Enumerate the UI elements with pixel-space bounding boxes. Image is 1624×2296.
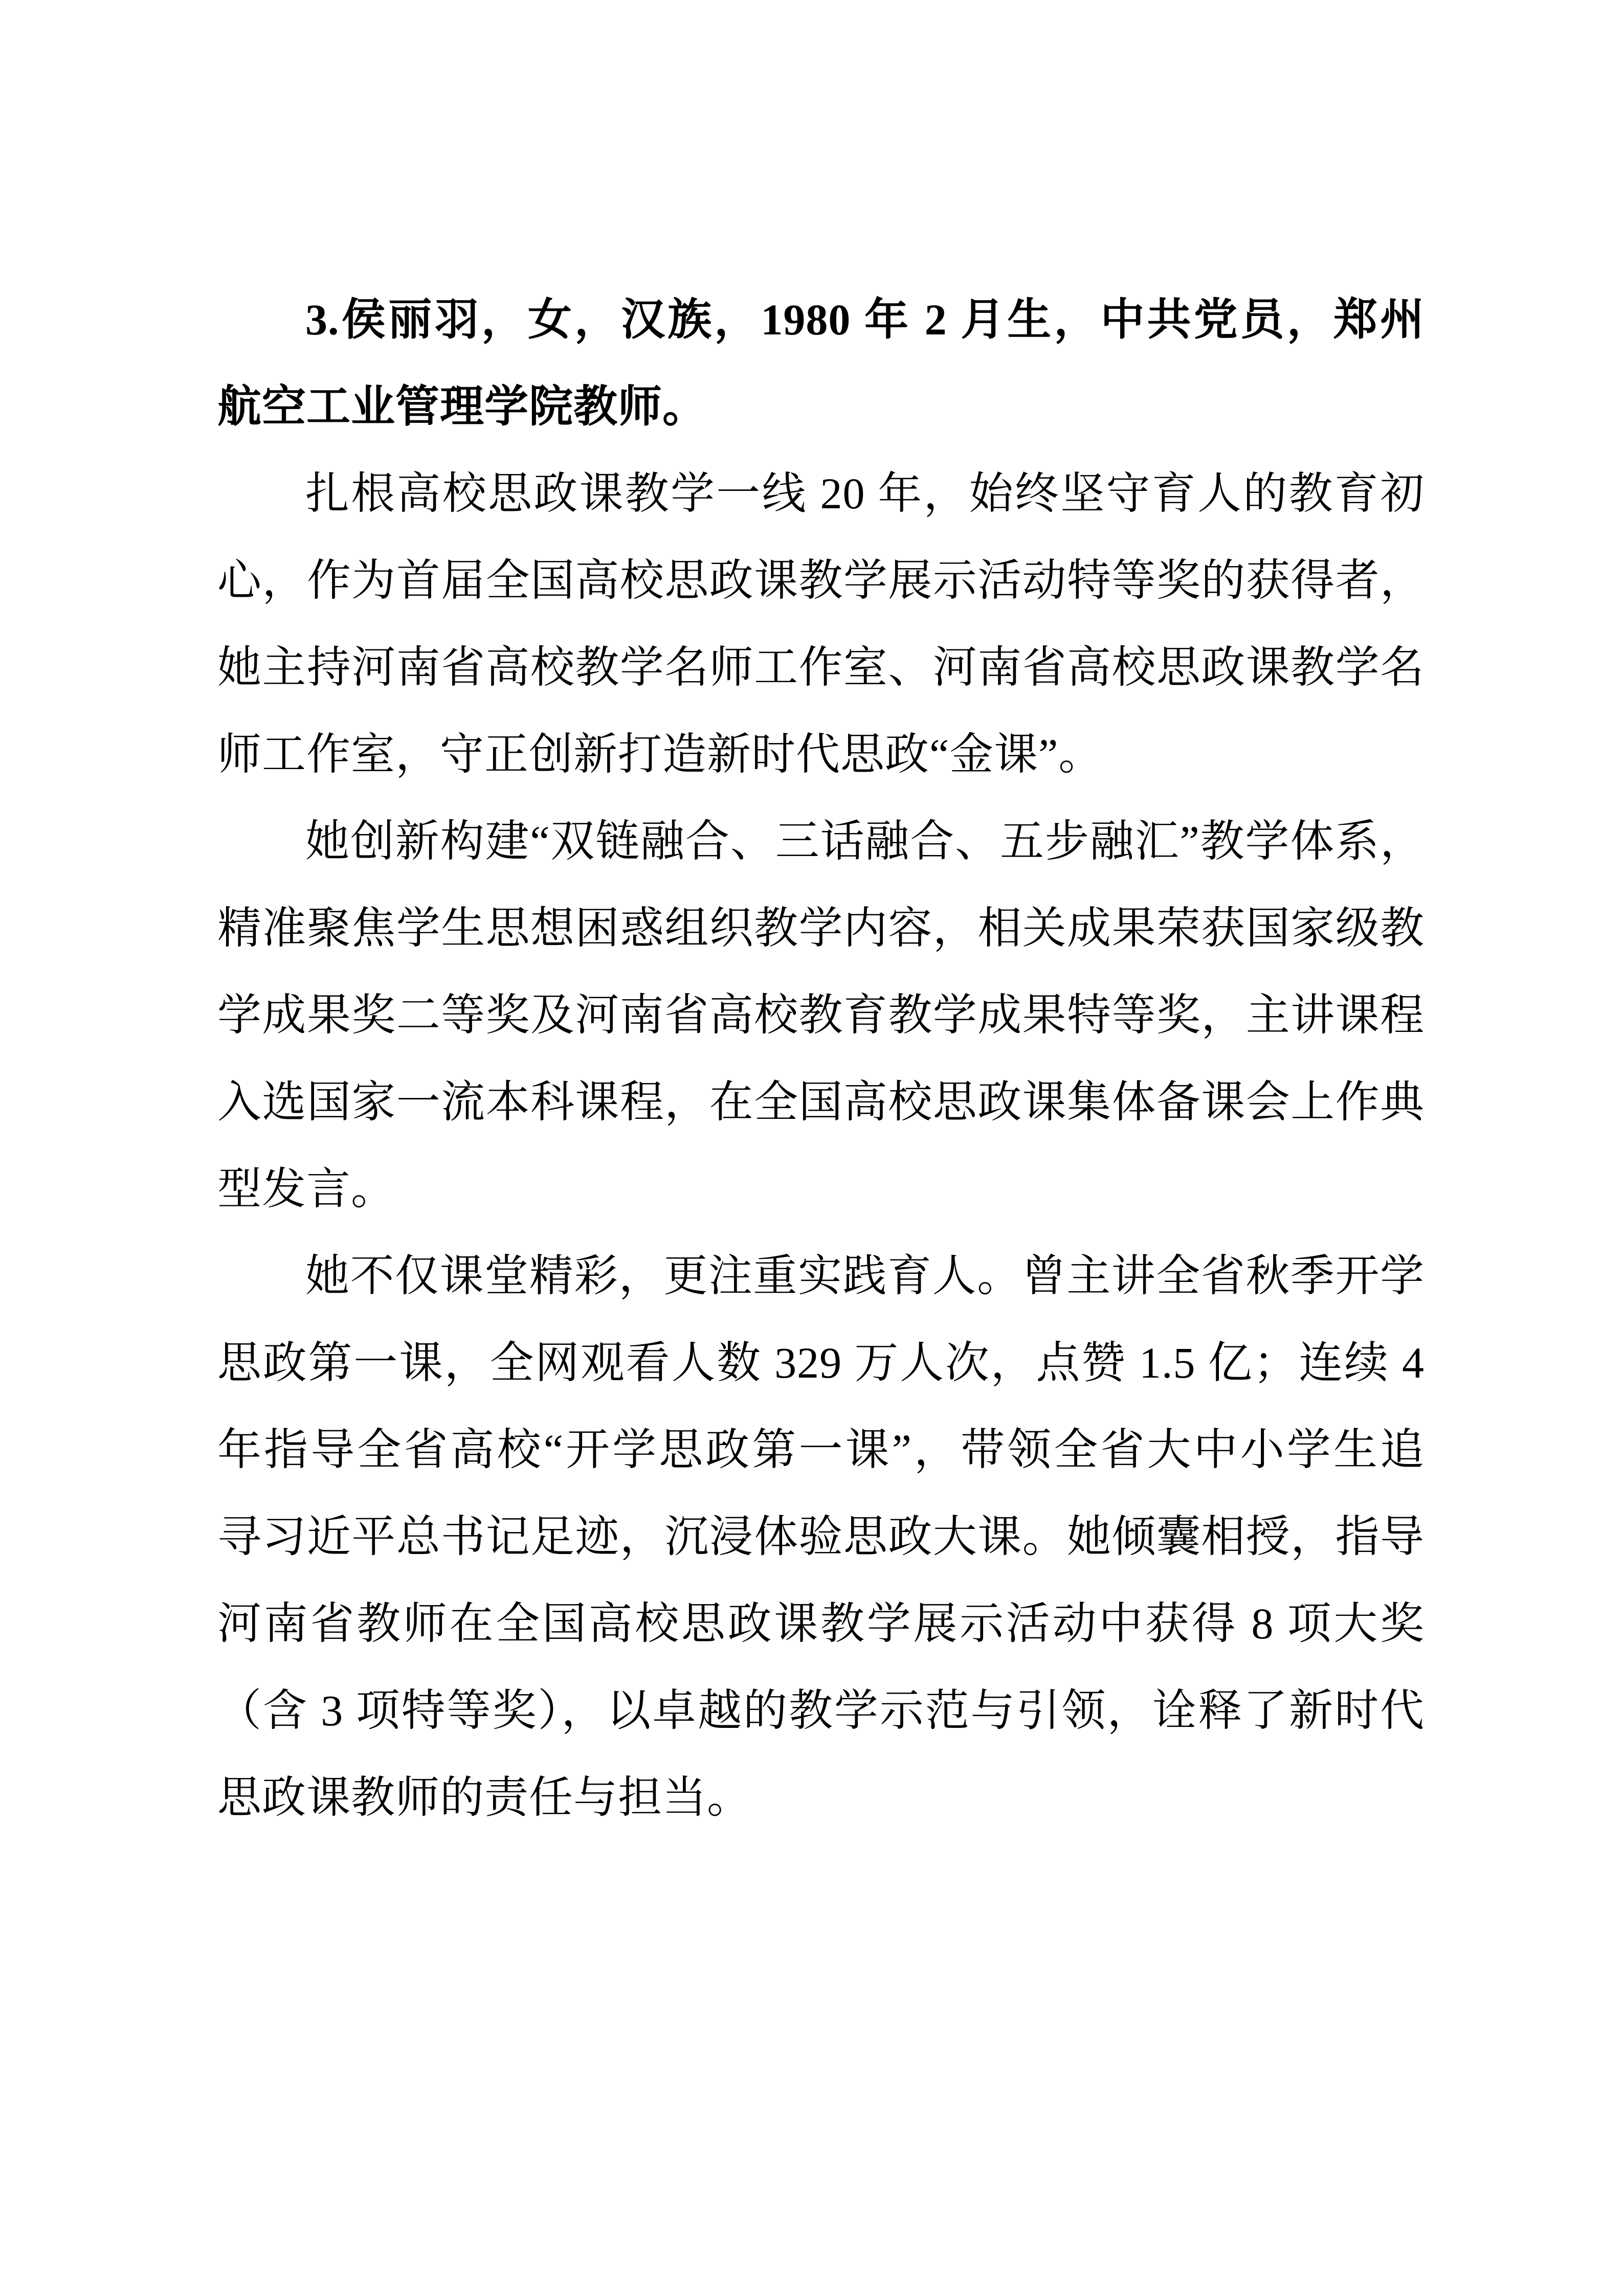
body-line: 思政课教师的责任与担当。 <box>217 1773 751 1822</box>
body-line: 学成果奖二等奖及河南省高校教育教学成果特等奖，主讲课程 <box>217 991 1425 1040</box>
body-line: 思政第一课，全网观看人数 329 万人次，点赞 1.5 亿；连续 4 <box>217 1338 1425 1387</box>
body-line: 精准聚焦学生思想困惑组织教学内容，相关成果荣获国家级教 <box>217 904 1425 953</box>
heading-line: 航空工业管理学院教师。 <box>217 382 707 431</box>
body-line: 寻习近平总书记足迹，沉浸体验思政大课。她倾囊相授，指导 <box>217 1512 1425 1561</box>
body-line: 河南省教师在全国高校思政课教学展示活动中获得 8 项大奖 <box>217 1599 1425 1648</box>
paragraph-1 <box>217 450 1425 798</box>
body-line: 她不仅课堂精彩，更注重实践育人。曾主讲全省秋季开学 <box>305 1251 1425 1300</box>
document-body <box>217 276 1425 1841</box>
body-line: 师工作室，守正创新打造新时代思政“金课”。 <box>217 730 1103 779</box>
body-line: 入选国家一流本科课程，在全国高校思政课集体备课会上作典 <box>217 1077 1425 1127</box>
body-line: 扎根高校思政课教学一线 20 年，始终坚守育人的教育初 <box>305 469 1425 518</box>
body-line: （含 3 项特等奖），以卓越的教学示范与引领，诠释了新时代 <box>217 1686 1425 1735</box>
body-line: 型发言。 <box>217 1164 395 1213</box>
paragraph-2 <box>217 798 1425 1232</box>
document-heading <box>217 276 1425 450</box>
paragraph-3 <box>217 1232 1425 1841</box>
heading-line: 3.侯丽羽，女，汉族，1980 年 2 月生，中共党员，郑州 <box>305 295 1425 344</box>
body-line: 她主持河南省高校教学名师工作室、河南省高校思政课教学名 <box>217 643 1425 692</box>
body-line: 她创新构建“双链融合、三话融合、五步融汇”教学体系， <box>305 817 1425 866</box>
body-line: 年指导全省高校“开学思政第一课”，带领全省大中小学生追 <box>217 1425 1425 1474</box>
body-line: 心，作为首届全国高校思政课教学展示活动特等奖的获得者， <box>217 556 1425 605</box>
